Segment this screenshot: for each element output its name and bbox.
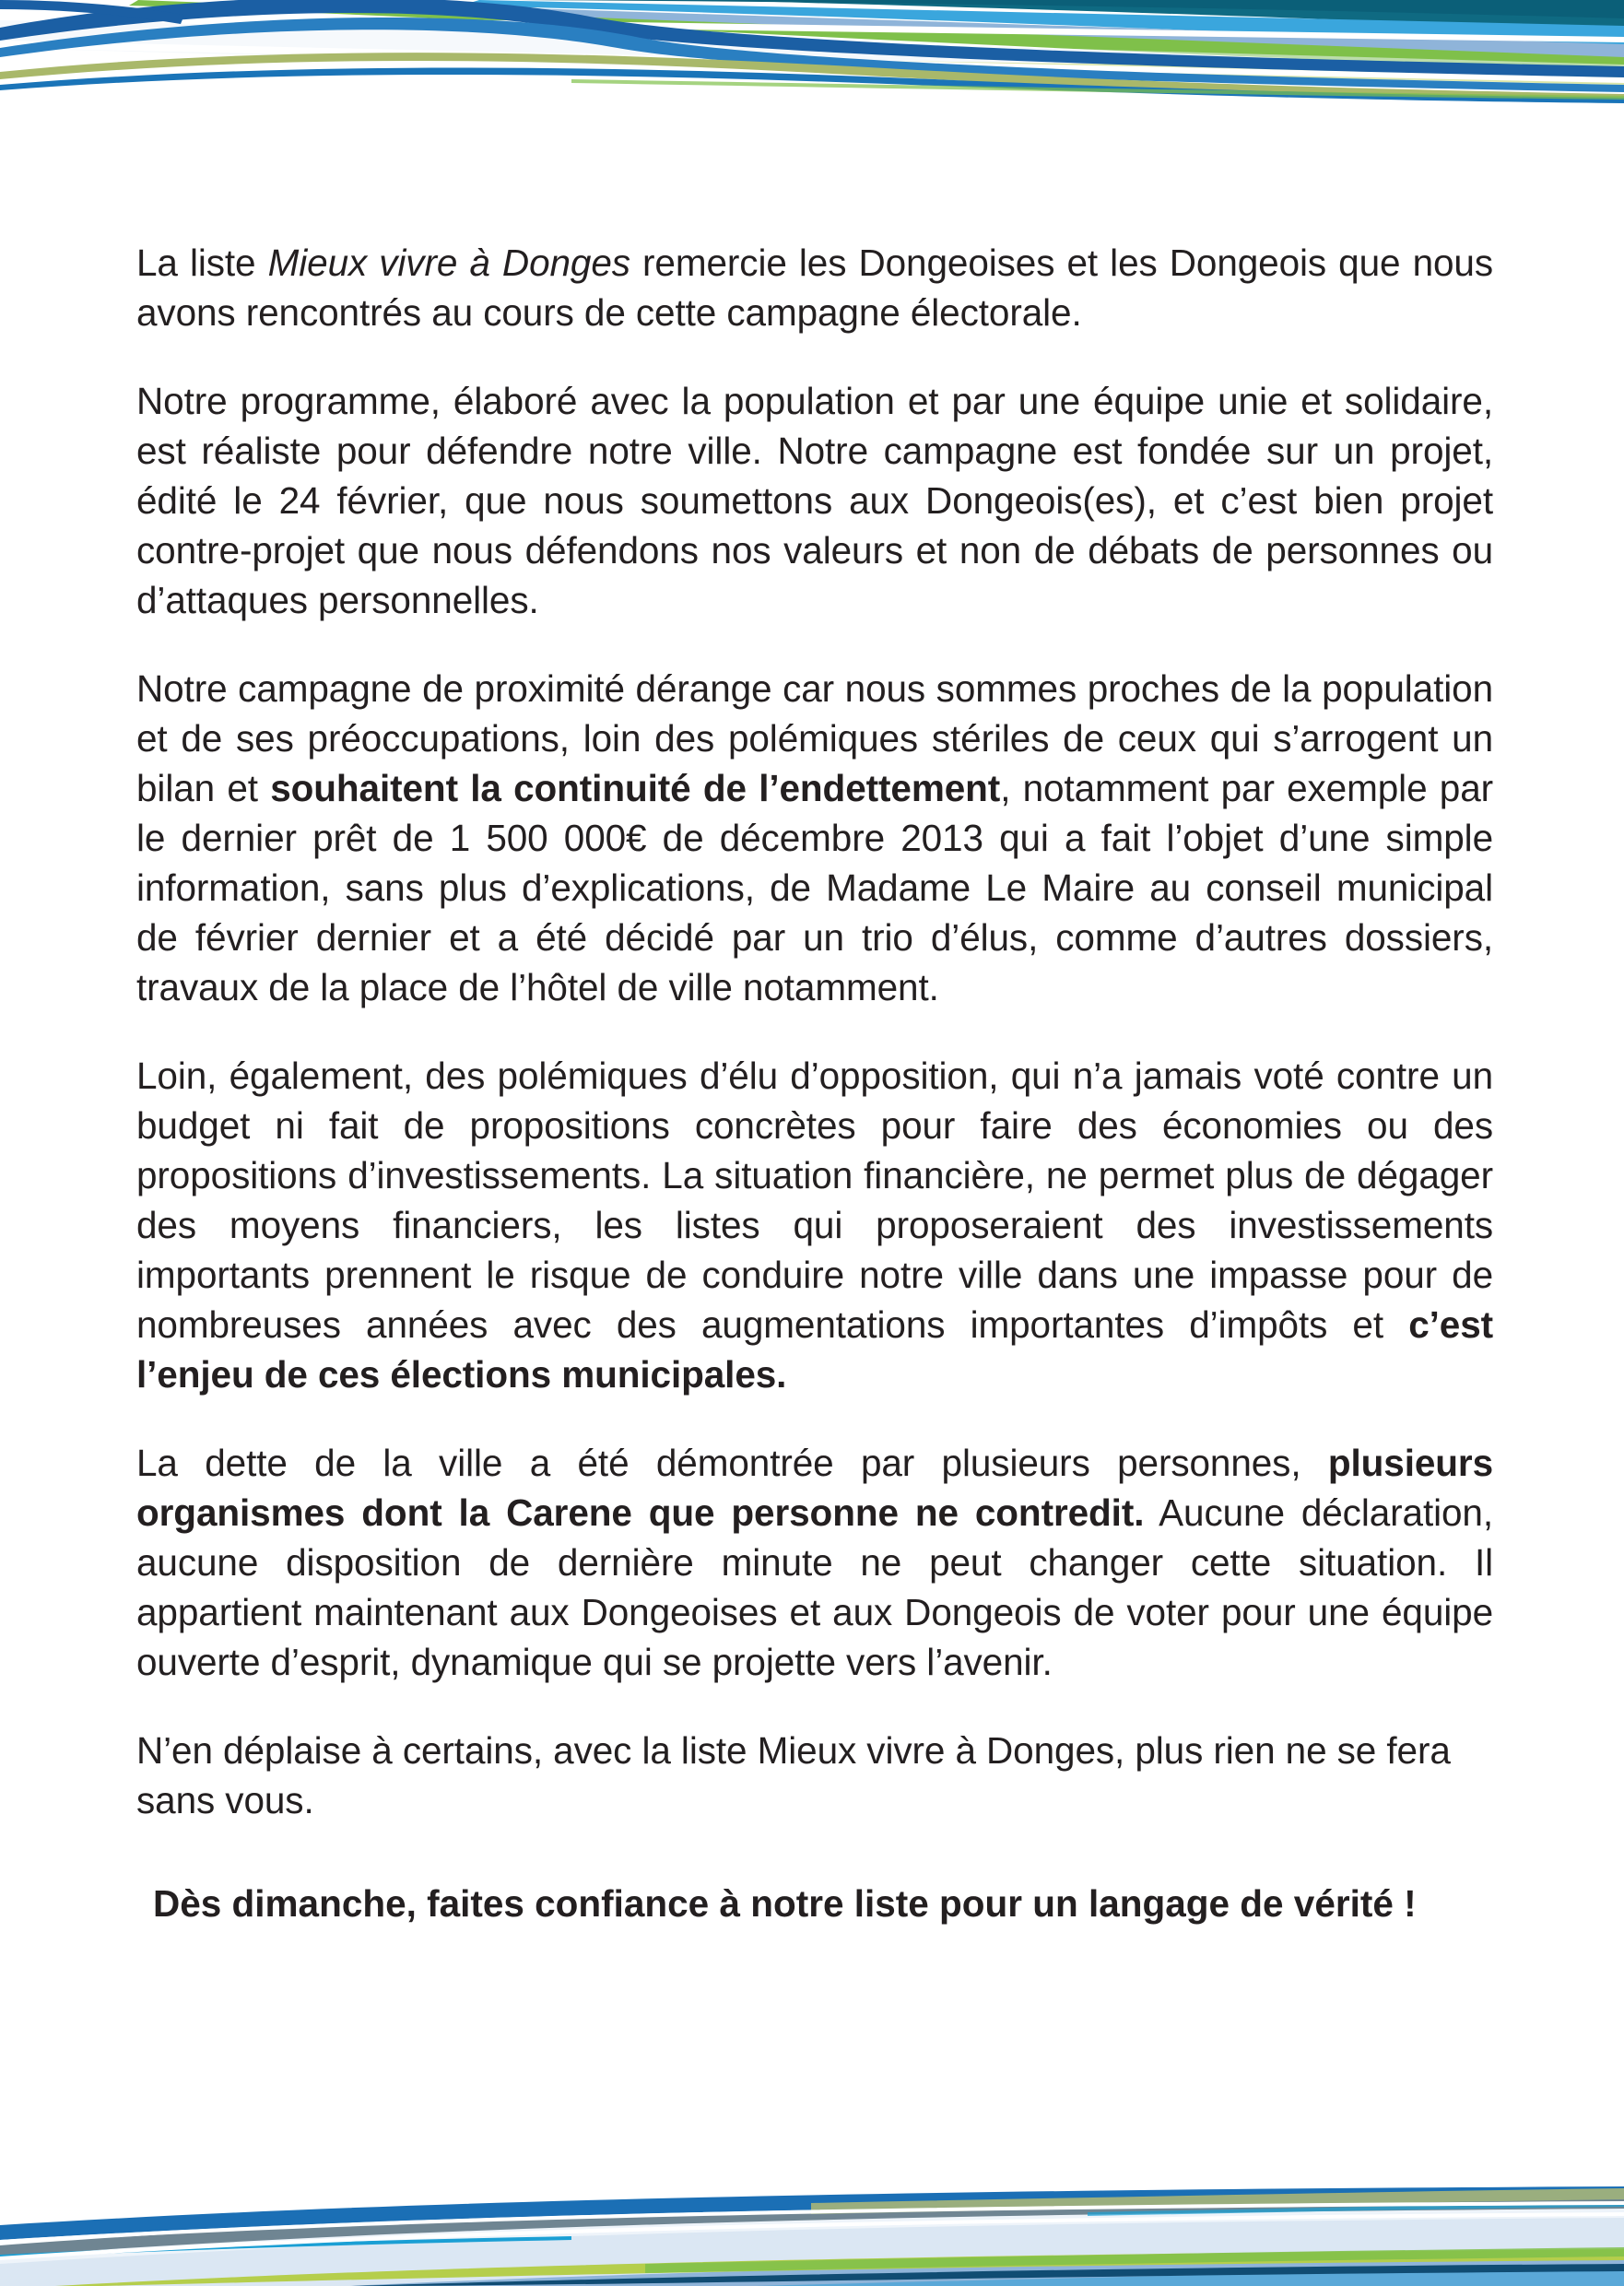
emphasis-carene: plusieurs organismes dont la Carene que personne ne contredit.	[136, 1442, 1493, 1534]
text-run: Notre campagne de proximité dérange car nous sommes proches de la population et de ses préoccupations, loin des polémiques stériles de ceux qui s’arrogent un bilan et	[136, 667, 1493, 809]
paragraph-proximite-endettement	[136, 664, 1493, 1012]
paragraph-programme	[136, 376, 1493, 625]
emphasis-endettement: souhaitent la continuité de l’endettement	[270, 767, 1001, 809]
text-run: remercie les Dongeoises et les Dongeois que nous avons rencontrés au cours de cette campagne électorale.	[136, 242, 1493, 334]
text-run: La liste	[136, 242, 268, 284]
text-run: Notre programme, élaboré avec la population et par une équipe unie et solidaire, est réaliste pour défendre notre ville. Notre campagne est fondée sur un projet, édité le 24 février, que nous soumettons aux Dongeois(es), et c’est bien projet contre-projet que nous défendons nos valeurs et non de débats de personnes ou d’attaques personnelles.	[136, 380, 1493, 621]
closing-call-to-action: Dès dimanche, faites confiance à notre liste pour un langage de vérité !	[153, 1882, 1417, 1925]
paragraph-polemiques-investissements	[136, 1051, 1493, 1399]
paragraph-dette-carene	[136, 1438, 1493, 1687]
text-run: Loin, également, des polémiques d’élu d’opposition, qui n’a jamais voté contre un budget ni fait de propositions concrètes pour faire des économies ou des propositions d’investissements. La situation financière, ne permet plus de dégager des moyens financiers, les listes qui proposeraient des investissements importants prennent le risque de conduire notre ville dans une impasse pour de nombreuses années avec des augmentations importantes d’impôts et	[136, 1055, 1493, 1346]
decorative-wave-band-bottom	[0, 2175, 1624, 2286]
text-run: N’en déplaise à certains, avec la liste Mieux vivre à Donges, plus rien ne se fera sans vous.	[136, 1729, 1451, 1821]
text-run: La dette de la ville a été démontrée par plusieurs personnes,	[136, 1442, 1328, 1484]
text-run: Aucune déclaration, aucune disposition de dernière minute ne peut changer cette situation. Il appartient maintenant aux Dongeoises et aux Dongeois de voter pour une équipe ouverte d’esprit, dynamique qui se projette vers l’avenir.	[136, 1491, 1494, 1683]
paragraph-rien-sans-vous	[136, 1726, 1493, 1825]
decorative-wave-band-top	[0, 0, 1624, 111]
document-body	[136, 238, 1493, 1928]
list-name-italic: Mieux vivre à Donges	[267, 242, 630, 284]
paragraph-remerciement	[136, 238, 1493, 337]
text-run: , notamment par exemple par le dernier prêt de 1 500 000€ de décembre 2013 qui a fait l’objet d’une simple information, sans plus d’explications, de Madame Le Maire au conseil municipal de février dernier et a été décidé par un trio d’élus, comme d’autres dossiers, travaux de la place de l’hôtel de ville notamment.	[136, 767, 1493, 1008]
emphasis-enjeu-elections: c’est l’enjeu de ces élections municipales.	[136, 1303, 1493, 1396]
